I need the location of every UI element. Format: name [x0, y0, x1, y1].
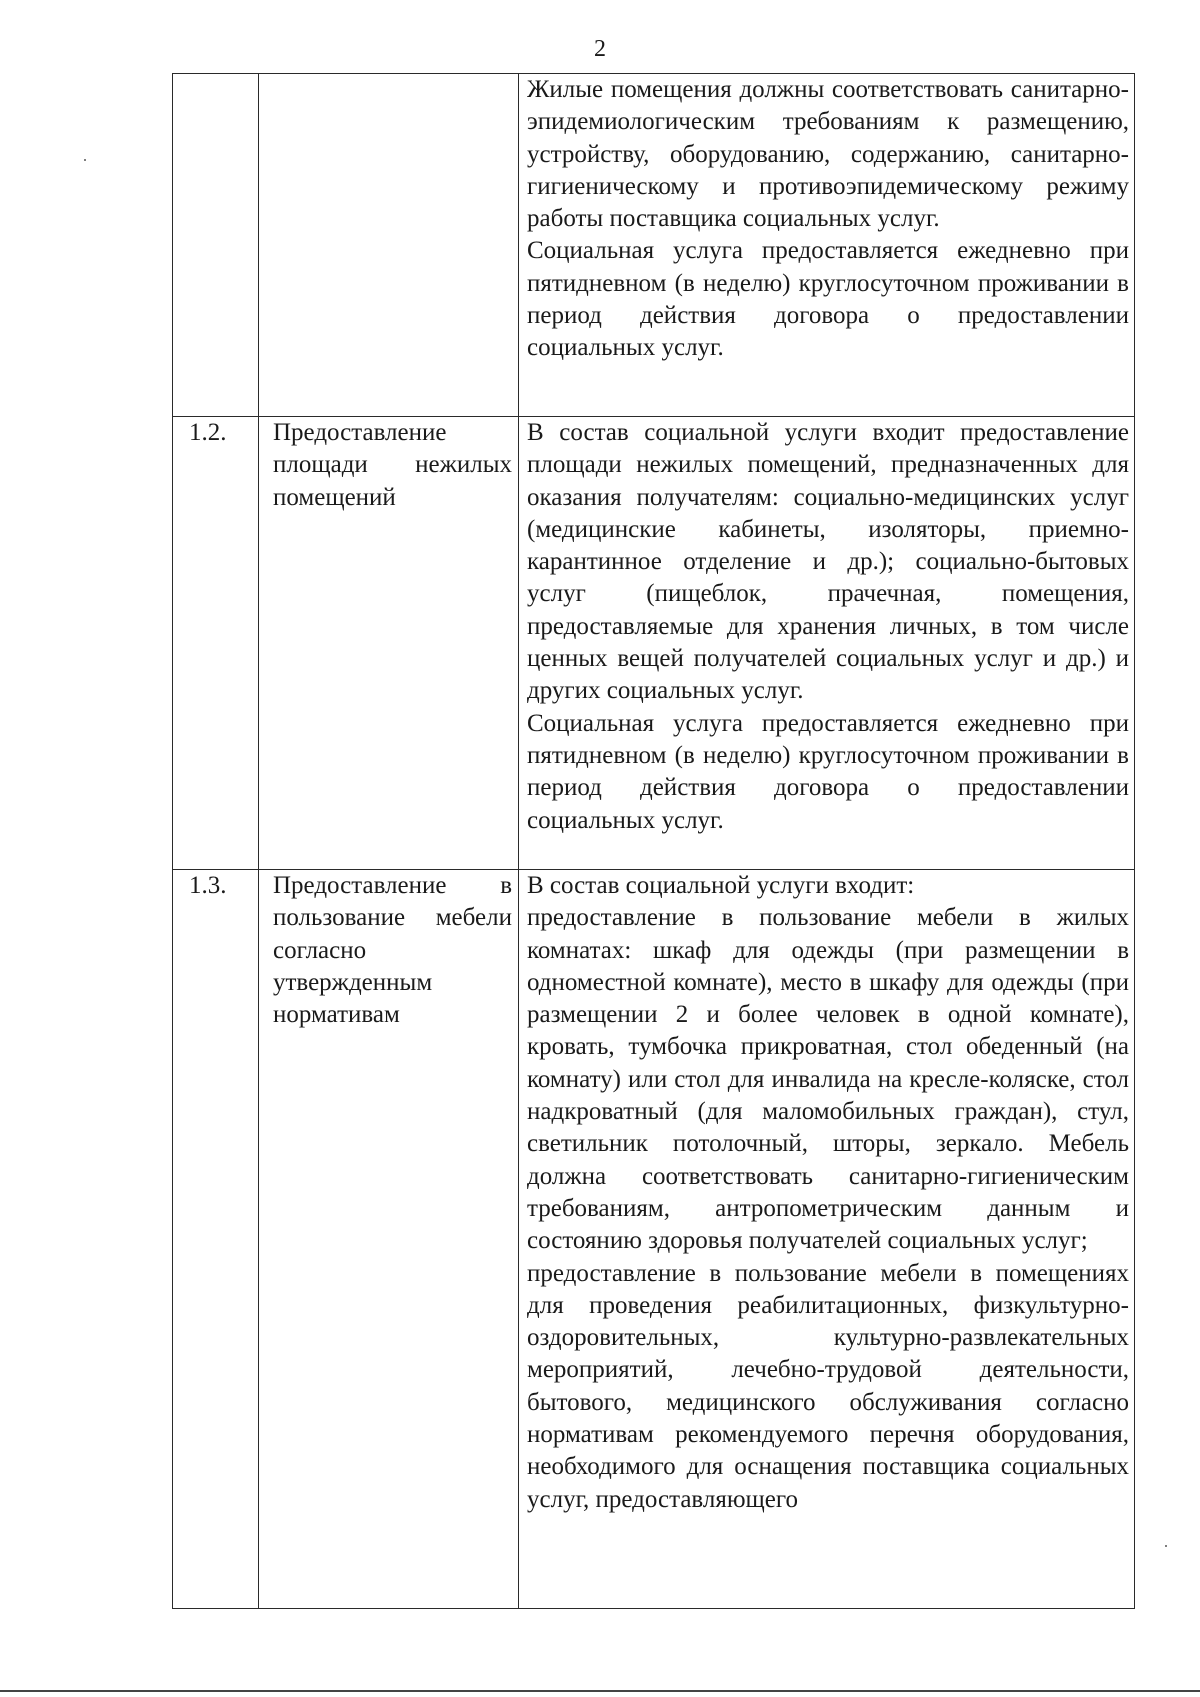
description-paragraph: Жилые помещения должны соответствовать санитарно-эпидемиологическим требованиям к размещению, устройству, оборудованию, содержанию, санитарно-гигиеническому и противоэпидемическому режиму работы поставщика социальных услуг.	[527, 76, 1129, 233]
table-row	[173, 870, 1135, 1609]
scan-speck	[84, 159, 86, 161]
row-number: 1.2.	[173, 417, 259, 870]
table-row	[173, 74, 1135, 417]
row-number: 1.3.	[173, 870, 259, 1609]
service-name: Предоставление площади нежилых помещений	[259, 417, 519, 870]
table-row	[173, 417, 1135, 870]
service-description	[519, 870, 1135, 1609]
description-paragraph: предоставление в пользование мебели в помещениях для проведения реабилитационных, физкультурно-оздоровительных, культурно-развлекательных мероприятий, лечебно-трудовой деятельности, бытового, медицинского обслуживания согласно нормативам рекомендуемого перечня оборудования, необходимого для оснащения поставщика социальных услуг, предоставляющего	[527, 1259, 1129, 1513]
service-description	[519, 417, 1135, 870]
service-name	[259, 74, 519, 417]
scan-speck	[1165, 1545, 1167, 1547]
service-description	[519, 74, 1135, 417]
row-number	[173, 74, 259, 417]
description-paragraph: Социальная услуга предоставляется ежедневно при пятидневном (в неделю) круглосуточном проживании в период действия договора о предоставлении социальных услуг.	[527, 709, 1129, 834]
services-table	[172, 73, 1135, 1609]
description-paragraph: Социальная услуга предоставляется ежедневно при пятидневном (в неделю) круглосуточном проживании в период действия договора о предоставлении социальных услуг.	[527, 237, 1129, 362]
service-name: Предоставление в пользование мебели согласно утвержденным нормативам	[259, 870, 519, 1609]
description-paragraph: В состав социальной услуги входит:	[527, 872, 915, 899]
bottom-rule	[0, 1690, 1200, 1692]
description-paragraph: В состав социальной услуги входит предоставление площади нежилых помещений, предназначенных для оказания получателям: социально-медицинских услуг (медицинские кабинеты, изоляторы, приемно-карантинное отделение и др.); социально-бытовых услуг (пищеблок, прачечная, помещения, предоставляемые для хранения личных, в том числе ценных вещей получателей социальных услуг и др.) и других социальных услуг.	[527, 419, 1129, 705]
page-number: 2	[594, 36, 606, 62]
description-paragraph: предоставление в пользование мебели в жилых комнатах: шкаф для одежды (при размещении в одноместной комнате), место в шкафу для одежды (при размещении 2 и более человек в одной комнате), кровать, тумбочка прикроватная, стол обеденный (на комнату) или стол для инвалида на кресле-коляске, стол надкроватный (для маломобильных граждан), стул, светильник потолочный, шторы, зеркало. Мебель должна соответствовать санитарно-гигиеническим требованиям, антропометрическим данным и состоянию здоровья получателей социальных услуг;	[527, 904, 1129, 1255]
